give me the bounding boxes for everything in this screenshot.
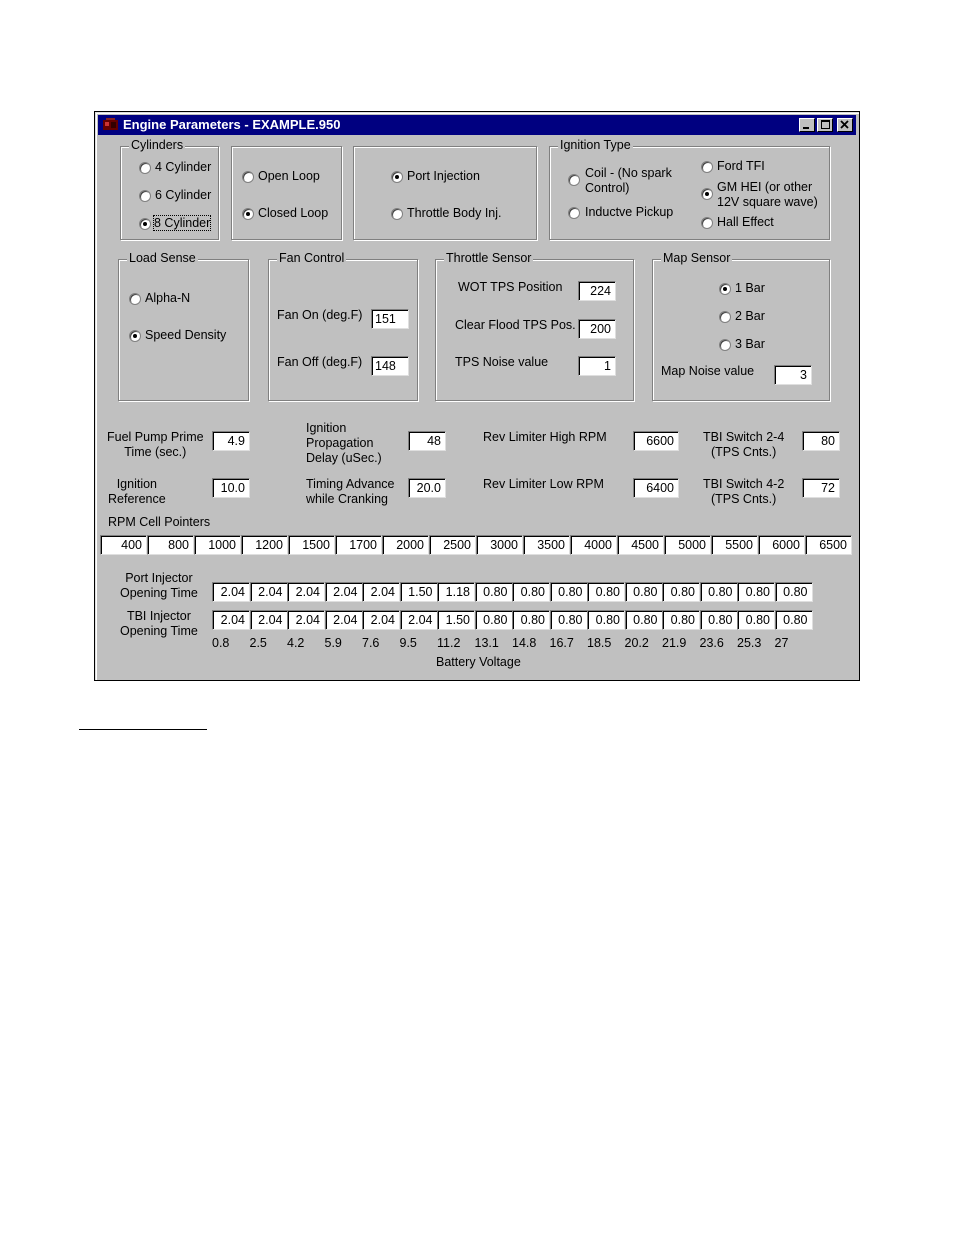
tbi-injector-cell-12[interactable]: 0.80: [625, 610, 663, 630]
port-injector-label: Port Injector Opening Time: [120, 571, 198, 600]
ignition-type-label: Ignition Type: [560, 138, 631, 152]
battery-voltage-tick-2: 2.5: [249, 636, 267, 650]
tbi-injector-cell-6[interactable]: 2.04: [400, 610, 438, 630]
port-injector-cell-2[interactable]: 2.04: [250, 582, 288, 602]
fan-control-group: [268, 251, 418, 401]
rpm-cell-14[interactable]: 5500: [711, 535, 758, 555]
gm-hei-radio[interactable]: [701, 188, 713, 200]
throttle-body-label: Throttle Body Inj.: [407, 206, 502, 220]
coil-label: Coil - (No spark Control): [585, 166, 672, 195]
battery-voltage-tick-7: 11.2: [437, 636, 461, 650]
port-injector-cell-8[interactable]: 0.80: [475, 582, 513, 602]
battery-voltage-tick-6: 9.5: [399, 636, 417, 650]
fan-off-label: Fan Off (deg.F): [277, 355, 363, 369]
tps-noise-input[interactable]: 1: [578, 356, 616, 376]
rpm-cell-8[interactable]: 2500: [429, 535, 476, 555]
minimize-button[interactable]: [799, 118, 815, 132]
battery-voltage-tick-3: 4.2: [287, 636, 305, 650]
cylinder-4-label: 4 Cylinder: [155, 160, 212, 174]
rpm-cell-10[interactable]: 3500: [523, 535, 570, 555]
battery-voltage-tick-5: 7.6: [362, 636, 380, 650]
throttle-sensor-label: Throttle Sensor: [446, 251, 532, 265]
open-loop-label: Open Loop: [258, 169, 320, 183]
rpm-cell-16[interactable]: 6500: [805, 535, 852, 555]
port-injector-cell-6[interactable]: 1.50: [400, 582, 438, 602]
tbi-injector-label: TBI Injector Opening Time: [120, 609, 198, 638]
timing-advance-label: Timing Advance while Cranking: [306, 477, 395, 506]
alpha-n-radio[interactable]: [129, 293, 141, 305]
close-button[interactable]: [837, 118, 853, 132]
battery-voltage-tick-16: 27: [774, 636, 789, 650]
wot-tps-input[interactable]: 224: [578, 281, 616, 301]
port-injector-cell-16[interactable]: 0.80: [775, 582, 813, 602]
fan-on-label: Fan On (deg.F): [277, 308, 363, 322]
throttle-body-radio[interactable]: [391, 208, 403, 220]
loop-group: [231, 146, 342, 240]
map-noise-input[interactable]: 3: [774, 365, 812, 385]
ignition-reference-input[interactable]: 10.0: [212, 478, 250, 498]
cylinder-6-label: 6 Cylinder: [155, 188, 212, 202]
tbi-injector-cell-9[interactable]: 0.80: [512, 610, 550, 630]
port-injector-cell-7[interactable]: 1.18: [437, 582, 475, 602]
rpm-cell-2[interactable]: 800: [147, 535, 194, 555]
port-injector-cell-4[interactable]: 2.04: [325, 582, 363, 602]
tps-noise-label: TPS Noise value: [455, 355, 549, 369]
coil-radio[interactable]: [568, 174, 580, 186]
injection-group: [353, 146, 537, 240]
ignition-reference-label: Ignition Reference: [108, 477, 166, 506]
tbi-switch-42-label: TBI Switch 4-2 (TPS Cnts.): [703, 477, 785, 506]
tbi-injector-cell-8[interactable]: 0.80: [475, 610, 513, 630]
port-injector-cell-12[interactable]: 0.80: [625, 582, 663, 602]
fuel-pump-label: Fuel Pump Prime Time (sec.): [107, 430, 204, 459]
battery-voltage-tick-13: 21.9: [662, 636, 687, 650]
tbi-injector-cell-1[interactable]: 2.04: [212, 610, 250, 630]
tbi-injector-cell-14[interactable]: 0.80: [700, 610, 738, 630]
rpm-cell-5[interactable]: 1500: [288, 535, 335, 555]
port-injection-radio[interactable]: [391, 171, 403, 183]
ignition-type-group: [549, 138, 830, 240]
maximize-icon: [818, 119, 832, 131]
load-sense-group: [118, 251, 249, 401]
maximize-button[interactable]: [817, 118, 833, 132]
map-sensor-label: Map Sensor: [663, 251, 731, 265]
speed-density-radio[interactable]: [129, 330, 141, 342]
rpm-cell-15[interactable]: 6000: [758, 535, 805, 555]
battery-voltage-tick-12: 20.2: [624, 636, 649, 650]
tbi-injector-cell-10[interactable]: 0.80: [550, 610, 588, 630]
battery-voltage-tick-11: 18.5: [587, 636, 612, 650]
tbi-injector-cell-11[interactable]: 0.80: [587, 610, 625, 630]
port-injector-cell-14[interactable]: 0.80: [700, 582, 738, 602]
rpm-cell-11[interactable]: 4000: [570, 535, 617, 555]
cylinder-6-radio[interactable]: [139, 190, 151, 202]
port-injector-cell-11[interactable]: 0.80: [587, 582, 625, 602]
tbi-injector-cell-4[interactable]: 2.04: [325, 610, 363, 630]
rpm-cell-7[interactable]: 2000: [382, 535, 429, 555]
rpm-cell-6[interactable]: 1700: [335, 535, 382, 555]
port-injector-cell-13[interactable]: 0.80: [662, 582, 700, 602]
rpm-cell-3[interactable]: 1000: [194, 535, 241, 555]
clear-flood-input[interactable]: 200: [578, 319, 616, 339]
cylinder-4-radio[interactable]: [139, 162, 151, 174]
tbi-injector-cell-13[interactable]: 0.80: [662, 610, 700, 630]
clear-flood-label: Clear Flood TPS Pos.: [455, 318, 576, 332]
rev-limiter-low-label: Rev Limiter Low RPM: [483, 477, 604, 491]
tbi-injector-cell-15[interactable]: 0.80: [737, 610, 775, 630]
gm-hei-label: GM HEI (or other 12V square wave): [717, 180, 818, 209]
port-injector-cell-15[interactable]: 0.80: [737, 582, 775, 602]
closed-loop-label: Closed Loop: [258, 206, 329, 220]
hall-effect-radio[interactable]: [701, 217, 713, 229]
map-3-bar-radio[interactable]: [719, 339, 731, 351]
map-noise-label: Map Noise value: [661, 364, 755, 378]
battery-voltage-tick-4: 5.9: [324, 636, 342, 650]
wot-tps-label: WOT TPS Position: [458, 280, 563, 294]
engine-app-icon: [103, 118, 118, 131]
map-1-bar-radio[interactable]: [719, 283, 731, 295]
inductive-pickup-label: Inductve Pickup: [585, 205, 674, 219]
ignition-propagation-input[interactable]: 48: [408, 431, 446, 451]
rev-limiter-high-label: Rev Limiter High RPM: [483, 430, 607, 444]
fan-control-label: Fan Control: [279, 251, 345, 265]
map-2-bar-label: 2 Bar: [735, 309, 765, 323]
close-icon: [838, 119, 852, 131]
ford-tfi-label: Ford TFI: [717, 159, 765, 173]
rpm-cell-9[interactable]: 3000: [476, 535, 523, 555]
tbi-injector-cell-7[interactable]: 1.50: [437, 610, 475, 630]
fan-off-input[interactable]: 148: [371, 356, 409, 376]
speed-density-label: Speed Density: [145, 328, 227, 342]
tbi-injector-cell-16[interactable]: 0.80: [775, 610, 813, 630]
rev-limiter-low-input[interactable]: 6400: [633, 478, 679, 498]
rpm-cell-pointers-label: RPM Cell Pointers: [108, 515, 211, 529]
battery-voltage-tick-8: 13.1: [474, 636, 499, 650]
battery-voltage-tick-14: 23.6: [699, 636, 724, 650]
minimize-icon: [800, 119, 814, 131]
hall-effect-label: Hall Effect: [717, 215, 774, 229]
port-injector-cell-5[interactable]: 2.04: [362, 582, 400, 602]
map-sensor-group: [652, 251, 830, 401]
battery-voltage-tick-15: 25.3: [737, 636, 762, 650]
open-loop-radio[interactable]: [242, 171, 254, 183]
port-injector-cell-9[interactable]: 0.80: [512, 582, 550, 602]
rpm-cell-13[interactable]: 5000: [664, 535, 711, 555]
rpm-cell-12[interactable]: 4500: [617, 535, 664, 555]
tbi-injector-cell-3[interactable]: 2.04: [287, 610, 325, 630]
map-3-bar-label: 3 Bar: [735, 337, 765, 351]
battery-voltage-tick-1: 0.8: [212, 636, 230, 650]
tbi-injector-cell-5[interactable]: 2.04: [362, 610, 400, 630]
section-rule: [79, 729, 207, 730]
cylinders-label: Cylinders: [131, 138, 184, 152]
cylinder-8-label: 8 Cylinder: [154, 216, 211, 230]
battery-voltage-tick-9: 14.8: [512, 636, 537, 650]
alpha-n-label: Alpha-N: [145, 291, 191, 305]
battery-voltage-tick-10: 16.7: [549, 636, 574, 650]
rpm-cell-1[interactable]: 400: [100, 535, 147, 555]
ignition-propagation-label: Ignition Propagation Delay (uSec.): [306, 421, 382, 465]
fan-on-input[interactable]: 151: [371, 309, 409, 329]
throttle-sensor-group: [435, 251, 634, 401]
tbi-switch-24-input[interactable]: 80: [802, 431, 840, 451]
ford-tfi-radio[interactable]: [701, 161, 713, 173]
tbi-switch-24-label: TBI Switch 2-4 (TPS Cnts.): [703, 430, 785, 459]
cylinder-8-radio[interactable]: [139, 218, 151, 230]
rev-limiter-high-input[interactable]: 6600: [633, 431, 679, 451]
port-injector-cell-1[interactable]: 2.04: [212, 582, 250, 602]
timing-advance-input[interactable]: 20.0: [408, 478, 446, 498]
engine-parameters-window: [94, 111, 860, 681]
inductive-pickup-radio[interactable]: [568, 207, 580, 219]
fuel-pump-input[interactable]: 4.9: [212, 431, 250, 451]
tbi-switch-42-input[interactable]: 72: [802, 478, 840, 498]
map-1-bar-label: 1 Bar: [735, 281, 765, 295]
tbi-injector-cell-2[interactable]: 2.04: [250, 610, 288, 630]
rpm-cell-4[interactable]: 1200: [241, 535, 288, 555]
window-title: Engine Parameters - EXAMPLE.950: [123, 117, 341, 132]
port-injection-label: Port Injection: [407, 169, 480, 183]
battery-voltage-label: Battery Voltage: [436, 655, 521, 669]
port-injector-cell-3[interactable]: 2.04: [287, 582, 325, 602]
port-injector-cell-10[interactable]: 0.80: [550, 582, 588, 602]
closed-loop-radio[interactable]: [242, 208, 254, 220]
title-bar[interactable]: [98, 115, 856, 135]
cylinders-group: [120, 138, 219, 240]
map-2-bar-radio[interactable]: [719, 311, 731, 323]
load-sense-label: Load Sense: [129, 251, 196, 265]
